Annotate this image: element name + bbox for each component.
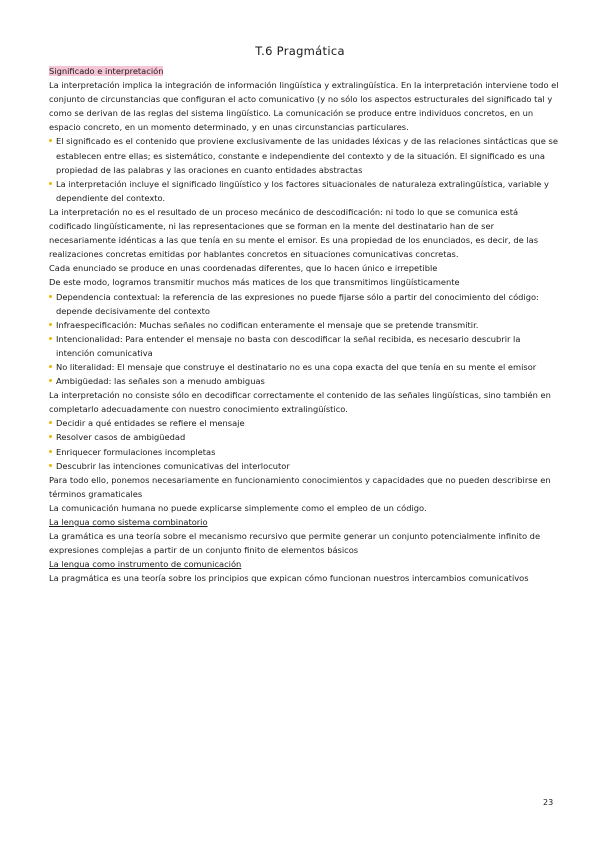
list-item: Infraespecificación: Muchas señales no codifican enteramente el mensaje que se pretende transmitir. — [49, 318, 561, 332]
page-title: T.6 Pragmática — [255, 44, 345, 58]
list-item: Descubrir las intenciones comunicativas del interlocutor — [49, 459, 561, 473]
list-item: El significado es el contenido que proviene exclusivamente de las unidades léxicas y de las relaciones sintácticas que se establecen entre ellas; es sistemático, constante e independiente del contexto y de la situación. El significado es una propiedad de las palabras y las oraciones en cuanto entidades abstractas — [49, 134, 561, 176]
list-item: Resolver casos de ambigüedad — [49, 430, 561, 444]
list-item: La interpretación incluye el significado lingüístico y los factores situacionales de naturaleza extralingüística, variable y dependiente del contexto. — [49, 177, 561, 205]
section-heading-sistema-combinatorio: La lengua como sistema combinatorio — [49, 517, 208, 527]
list-item: Intencionalidad: Para entender el mensaje no basta con descodificar la señal recibida, es necesario descubrir la intención comunicativa — [49, 332, 561, 360]
bullet-list — [49, 134, 561, 204]
bullet-list — [49, 416, 561, 472]
paragraph: La comunicación humana no puede explicarse simplemente como el empleo de un código. — [49, 502, 427, 513]
page-number: 23 — [543, 798, 554, 807]
paragraph: La interpretación implica la integración de información lingüística y extralingüística. En la interpretación interviene todo el conjunto de circunstancias que configuran el acto comunicativo (y no sólo los aspectos estructurales del significado tal y como se derivan de las reglas del sistema lingüístico. La comunicación se produce entre individuos concretos, en un espacio concreto, en un momento determinado, y en unas circunstancias particulares. — [49, 80, 559, 133]
section-heading-instrumento-comunicacion: La lengua como instrumento de comunicación — [49, 559, 242, 570]
paragraph: Cada enunciado se produce en unas coordenadas diferentes, que lo hacen único e irrepetible — [49, 263, 438, 274]
list-item: No literalidad: El mensaje que construye el destinatario no es una copa exacta del que tenía en su mente el emisor — [49, 360, 561, 374]
bullet-list — [49, 290, 561, 389]
paragraph: Para todo ello, ponemos necesariamente en funcionamiento conocimientos y capacidades que no pueden describirse en términos gramaticales — [49, 474, 551, 499]
paragraph: La pragmática es una teoría sobre los principios que expican cómo funcionan nuestros intercambios comunicativos — [49, 573, 529, 584]
section-heading-significado: Significado e interpretación — [49, 66, 164, 76]
paragraph: La interpretación no consiste sólo en decodificar correctamente el contenido de las señales lingüísticas, sino también en completarlo adecuadamente con nuestro conocimiento extralingüístico. — [49, 390, 551, 415]
list-item: Enriquecer formulaciones incompletas — [49, 445, 561, 459]
list-item: Ambigüedad: las señales son a menudo ambiguas — [49, 374, 561, 388]
content-body — [49, 64, 561, 585]
paragraph: De este modo, logramos transmitir muchos más matices de los que transmitimos lingüísticamente — [49, 277, 460, 288]
paragraph: La gramática es una teoría sobre el mecanismo recursivo que permite generar un conjunto potencialmente infinito de expresiones complejas a partir de un conjunto finito de elementos básicos — [49, 531, 541, 556]
list-item: Decidir a qué entidades se refiere el mensaje — [49, 416, 561, 430]
list-item: Dependencia contextual: la referencia de las expresiones no puede fijarse sólo a partir del conocimiento del código: depende decisivamente del contexto — [49, 290, 561, 318]
paragraph: La interpretación no es el resultado de un proceso mecánico de descodificación: ni todo lo que se comunica está codificado lingüísticamente, ni las representaciones que se forman en la mente del destinatario han de ser necesariamente idénticas a las que tenía en su mente el emisor. Es una propiedad de los enunciados, es decir, de las realizaciones concretas emitidas por hablantes concretos en situaciones comunicativas concretas. — [49, 206, 539, 260]
